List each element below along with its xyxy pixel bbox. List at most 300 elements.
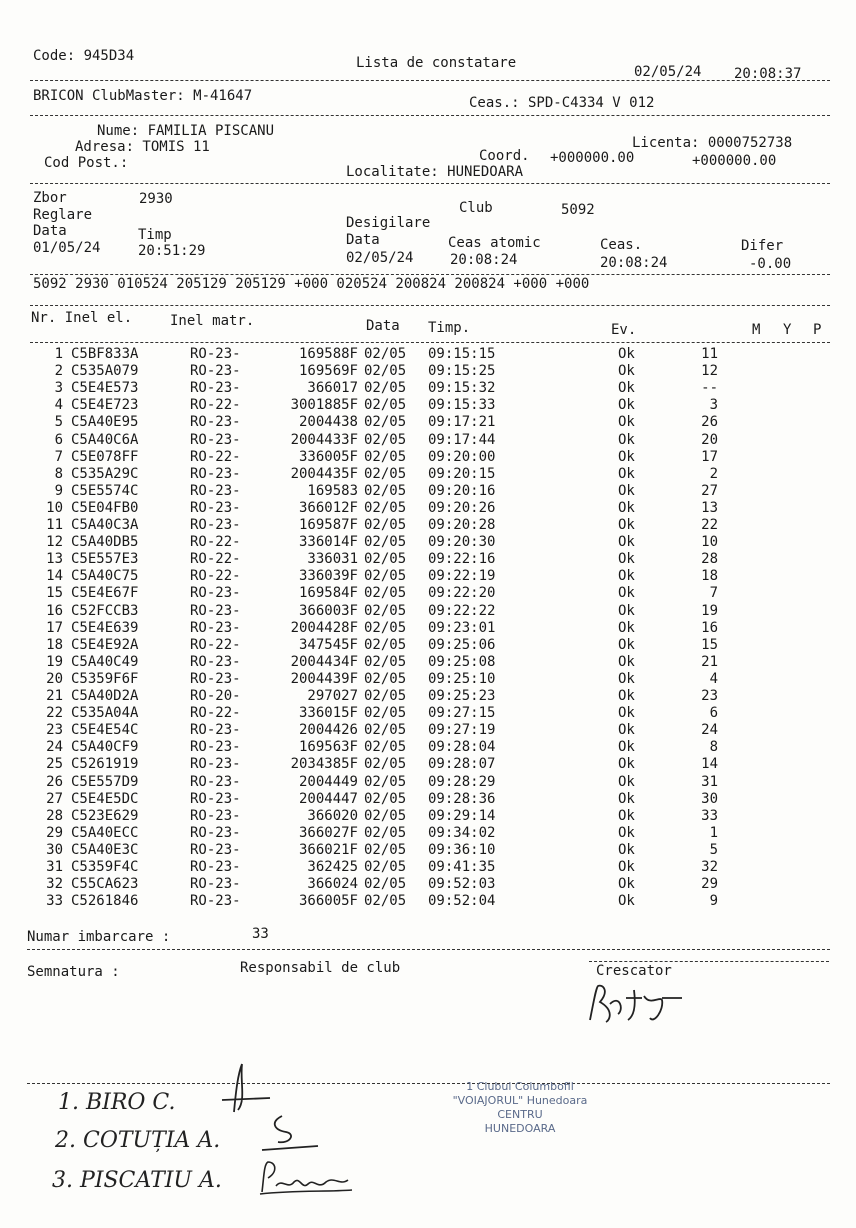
table-row xyxy=(0,808,856,825)
position: -- xyxy=(701,380,718,397)
divider xyxy=(27,949,830,950)
arrival-time: 09:25:10 xyxy=(428,670,496,687)
table-row xyxy=(0,603,856,620)
signer-1-signature xyxy=(212,1060,282,1120)
ring-matriculation: 366012F xyxy=(298,499,358,516)
event-status: Ok xyxy=(618,363,635,380)
ring-electronic: C5261919 xyxy=(71,756,139,773)
ring-series: RO-23- xyxy=(190,380,241,397)
ring-matriculation: 366020 xyxy=(307,807,358,824)
arrival-date: 02/05 xyxy=(364,517,407,533)
arrival-date: 02/05 xyxy=(364,756,407,773)
event-status: Ok xyxy=(618,397,635,414)
event-status: Ok xyxy=(618,841,635,858)
event-status: Ok xyxy=(618,773,635,790)
table-row xyxy=(0,637,856,654)
ring-matriculation: 362425 xyxy=(307,859,358,875)
ceas-time: 20:08:24 xyxy=(600,255,668,271)
ring-matriculation: 366021F xyxy=(298,841,358,858)
row-number: 9 xyxy=(54,482,63,499)
event-status: Ok xyxy=(618,482,635,499)
position: 8 xyxy=(709,739,718,756)
ring-series: RO-23- xyxy=(190,482,241,499)
license: Licenta: 0000752738 xyxy=(632,135,793,151)
event-status: Ok xyxy=(618,465,635,482)
ring-series: RO-23- xyxy=(190,619,241,636)
table-row xyxy=(0,774,856,791)
arrival-date: 02/05 xyxy=(364,841,407,858)
event-status: Ok xyxy=(618,893,635,910)
position: 33 xyxy=(701,807,718,824)
difer-value: -0.00 xyxy=(749,256,792,272)
event-status: Ok xyxy=(618,568,635,585)
arrival-date: 02/05 xyxy=(364,499,407,516)
position: 20 xyxy=(701,431,718,448)
arrival-time: 09:28:36 xyxy=(428,790,496,807)
col-header-p: P xyxy=(813,322,822,338)
signer-3-signature xyxy=(256,1156,356,1201)
arrival-date: 02/05 xyxy=(364,859,407,875)
col-header-y: Y xyxy=(783,322,792,338)
ring-matriculation: 336005F xyxy=(298,448,358,465)
table-row xyxy=(0,705,856,722)
col-header-nr: Nr. Inel el. xyxy=(31,310,133,326)
ring-matriculation: 366005F xyxy=(298,893,358,910)
table-row xyxy=(0,893,856,910)
table-row xyxy=(0,466,856,483)
ring-electronic: C5E4E723 xyxy=(71,397,139,414)
ring-series: RO-22- xyxy=(190,397,241,414)
position: 6 xyxy=(709,705,718,722)
ring-series: RO-23- xyxy=(190,807,241,824)
event-status: Ok xyxy=(618,670,635,687)
ring-matriculation: 336015F xyxy=(298,705,358,722)
ring-electronic: C5E04FB0 xyxy=(71,499,139,516)
ring-electronic: C5E557D9 xyxy=(71,773,139,790)
document-title: Lista de constatare xyxy=(356,55,517,71)
table-row xyxy=(0,791,856,808)
arrival-date: 02/05 xyxy=(364,773,407,790)
arrival-date: 02/05 xyxy=(364,363,407,380)
ring-electronic: C5E5574C xyxy=(71,482,139,499)
position: 19 xyxy=(701,602,718,619)
ring-series: RO-23- xyxy=(190,739,241,756)
event-status: Ok xyxy=(618,807,635,824)
ring-series: RO-23- xyxy=(190,893,241,910)
club-value: 5092 xyxy=(561,202,595,218)
divider xyxy=(30,274,830,275)
row-number: 18 xyxy=(46,636,63,653)
ring-matriculation: 169563F xyxy=(298,739,358,756)
arrival-time: 09:25:23 xyxy=(428,688,496,704)
divider xyxy=(589,961,829,962)
table-row xyxy=(0,688,856,705)
ring-electronic: C535A079 xyxy=(71,363,139,380)
ring-electronic: C5BF833A xyxy=(71,346,139,362)
arrival-date: 02/05 xyxy=(364,876,407,893)
ring-series: RO-23- xyxy=(190,431,241,448)
event-status: Ok xyxy=(618,688,635,704)
ring-matriculation: 169588F xyxy=(298,346,358,362)
event-status: Ok xyxy=(618,380,635,397)
position: 24 xyxy=(701,722,718,739)
position: 15 xyxy=(701,636,718,653)
col-header-m: M xyxy=(752,322,761,338)
row-number: 24 xyxy=(46,739,63,756)
ring-series: RO-23- xyxy=(190,414,241,431)
responsible-label: Responsabil de club xyxy=(240,960,401,976)
ring-matriculation: 2034385F xyxy=(290,756,358,773)
ring-electronic: C523E629 xyxy=(71,807,139,824)
ring-series: RO-23- xyxy=(190,602,241,619)
stamp-line: "VOIAJORUL" Hunedoara xyxy=(452,1094,588,1107)
position: 23 xyxy=(701,688,718,704)
ring-series: RO-23- xyxy=(190,517,241,533)
table-row xyxy=(0,620,856,637)
position: 32 xyxy=(701,859,718,875)
arrival-time: 09:22:19 xyxy=(428,568,496,585)
system-id: BRICON ClubMaster: M-41647 xyxy=(33,88,253,104)
ring-electronic: C52FCCB3 xyxy=(71,602,139,619)
arrival-date: 02/05 xyxy=(364,688,407,704)
event-status: Ok xyxy=(618,499,635,516)
event-status: Ok xyxy=(618,414,635,431)
ring-electronic: C5A40C49 xyxy=(71,653,139,670)
arrival-date: 02/05 xyxy=(364,893,407,910)
ring-series: RO-23- xyxy=(190,465,241,482)
arrival-date: 02/05 xyxy=(364,636,407,653)
ring-electronic: C5A40CF9 xyxy=(71,739,139,756)
ring-matriculation: 2004428F xyxy=(290,619,358,636)
arrival-time: 09:15:15 xyxy=(428,346,496,362)
arrival-date: 02/05 xyxy=(364,534,407,551)
col-header-timp: Timp. xyxy=(428,320,471,336)
event-status: Ok xyxy=(618,431,635,448)
position: 18 xyxy=(701,568,718,585)
arrival-time: 09:20:28 xyxy=(428,517,496,533)
breeder-label: Crescator xyxy=(596,963,672,979)
row-number: 29 xyxy=(46,824,63,841)
ring-electronic: C5E4E54C xyxy=(71,722,139,739)
ring-electronic: C535A29C xyxy=(71,465,139,482)
ring-electronic: C55CA623 xyxy=(71,876,139,893)
arrival-time: 09:15:25 xyxy=(428,363,496,380)
row-number: 19 xyxy=(46,653,63,670)
event-status: Ok xyxy=(618,739,635,756)
ring-matriculation: 336031 xyxy=(307,551,358,568)
position: 28 xyxy=(701,551,718,568)
arrival-date: 02/05 xyxy=(364,397,407,414)
arrival-time: 09:28:04 xyxy=(428,739,496,756)
arrival-time: 09:27:15 xyxy=(428,705,496,722)
position: 13 xyxy=(701,499,718,516)
ring-series: RO-22- xyxy=(190,705,241,722)
event-status: Ok xyxy=(618,705,635,722)
arrival-date: 02/05 xyxy=(364,602,407,619)
arrival-time: 09:17:21 xyxy=(428,414,496,431)
ring-electronic: C5A40C3A xyxy=(71,517,139,533)
ring-series: RO-23- xyxy=(190,756,241,773)
arrival-date: 02/05 xyxy=(364,653,407,670)
table-row xyxy=(0,363,856,380)
position: 30 xyxy=(701,790,718,807)
ring-series: RO-23- xyxy=(190,876,241,893)
arrival-time: 09:22:20 xyxy=(428,585,496,602)
row-number: 13 xyxy=(46,551,63,568)
ring-matriculation: 336039F xyxy=(298,568,358,585)
ring-series: RO-23- xyxy=(190,585,241,602)
ring-series: RO-22- xyxy=(190,551,241,568)
ring-matriculation: 169569F xyxy=(298,363,358,380)
ring-matriculation: 347545F xyxy=(298,636,358,653)
ring-series: RO-23- xyxy=(190,824,241,841)
coord-2: +000000.00 xyxy=(692,153,777,169)
row-number: 3 xyxy=(54,380,63,397)
row-number: 5 xyxy=(54,414,63,431)
boarding-label: Numar imbarcare : xyxy=(27,929,171,945)
zbor-label: Zbor xyxy=(33,190,67,206)
table-row xyxy=(0,568,856,585)
ring-series: RO-23- xyxy=(190,499,241,516)
header-date: 02/05/24 xyxy=(634,64,702,80)
table-row xyxy=(0,414,856,431)
table-row xyxy=(0,500,856,517)
ring-electronic: C5A40C6A xyxy=(71,431,139,448)
event-status: Ok xyxy=(618,602,635,619)
row-number: 22 xyxy=(46,705,63,722)
ring-series: RO-23- xyxy=(190,841,241,858)
table-row xyxy=(0,654,856,671)
ring-series: RO-22- xyxy=(190,636,241,653)
coord-1: +000000.00 xyxy=(550,150,635,166)
ring-matriculation: 366024 xyxy=(307,876,358,893)
signer-2-signature xyxy=(252,1112,322,1157)
boarding-count: 33 xyxy=(252,926,269,942)
ring-series: RO-22- xyxy=(190,448,241,465)
signer-2: 2. COTUȚIA A. xyxy=(55,1128,221,1153)
arrival-date: 02/05 xyxy=(364,448,407,465)
table-row xyxy=(0,397,856,414)
event-status: Ok xyxy=(618,876,635,893)
arrival-date: 02/05 xyxy=(364,346,407,362)
table-row xyxy=(0,346,856,363)
ring-electronic: C5E078FF xyxy=(71,448,139,465)
arrival-date: 02/05 xyxy=(364,568,407,585)
row-number: 17 xyxy=(46,619,63,636)
event-status: Ok xyxy=(618,551,635,568)
ring-electronic: C5E4E67F xyxy=(71,585,139,602)
arrival-time: 09:20:15 xyxy=(428,465,496,482)
arrival-time: 09:41:35 xyxy=(428,859,496,875)
table-row xyxy=(0,517,856,534)
table-row xyxy=(0,739,856,756)
arrival-date: 02/05 xyxy=(364,739,407,756)
arrival-date: 02/05 xyxy=(364,482,407,499)
owner-name: Nume: FAMILIA PISCANU xyxy=(97,123,275,139)
arrival-time: 09:52:03 xyxy=(428,876,496,893)
ring-series: RO-23- xyxy=(190,773,241,790)
arrival-time: 09:20:00 xyxy=(428,448,496,465)
row-number: 14 xyxy=(46,568,63,585)
event-status: Ok xyxy=(618,722,635,739)
clock-id: Ceas.: SPD-C4334 V 012 xyxy=(469,95,655,111)
divider xyxy=(30,115,830,116)
ceas-label: Ceas. xyxy=(600,237,643,253)
row-number: 28 xyxy=(46,807,63,824)
ring-series: RO-23- xyxy=(190,363,241,380)
table-row xyxy=(0,842,856,859)
table-row xyxy=(0,449,856,466)
breeder-signature xyxy=(580,980,700,1030)
row-number: 10 xyxy=(46,499,63,516)
table-row xyxy=(0,876,856,893)
event-status: Ok xyxy=(618,585,635,602)
arrival-time: 09:15:32 xyxy=(428,380,496,397)
divider xyxy=(30,80,830,81)
ring-series: RO-23- xyxy=(190,790,241,807)
ring-series: RO-23- xyxy=(190,653,241,670)
ring-electronic: C5359F4C xyxy=(71,859,139,875)
des-date: 02/05/24 xyxy=(346,250,414,266)
stamp-line: 1 Clubul Columbofil xyxy=(466,1080,574,1093)
ring-matriculation: 169587F xyxy=(298,517,358,533)
owner-address: Adresa: TOMIS 11 xyxy=(75,139,210,155)
arrival-time: 09:20:30 xyxy=(428,534,496,551)
des-data-label: Data xyxy=(346,232,380,248)
position: 14 xyxy=(701,756,718,773)
arrival-date: 02/05 xyxy=(364,380,407,397)
table-row xyxy=(0,585,856,602)
arrival-time: 09:29:14 xyxy=(428,807,496,824)
row-number: 12 xyxy=(46,534,63,551)
row-number: 23 xyxy=(46,722,63,739)
table-row xyxy=(0,671,856,688)
arrival-time: 09:20:26 xyxy=(428,499,496,516)
arrival-time: 09:25:08 xyxy=(428,653,496,670)
arrival-date: 02/05 xyxy=(364,722,407,739)
arrival-date: 02/05 xyxy=(364,807,407,824)
stamp-line: HUNEDOARA xyxy=(484,1122,556,1135)
ring-matriculation: 297027 xyxy=(307,688,358,704)
position: 16 xyxy=(701,619,718,636)
stamp-line: CENTRU xyxy=(497,1108,543,1121)
arrival-date: 02/05 xyxy=(364,414,407,431)
ring-electronic: C5A40E3C xyxy=(71,841,139,858)
event-status: Ok xyxy=(618,517,635,533)
arrival-time: 09:25:06 xyxy=(428,636,496,653)
position: 4 xyxy=(709,670,718,687)
ring-matriculation: 169583 xyxy=(307,482,358,499)
reg-date: 01/05/24 xyxy=(33,240,101,256)
ring-series: RO-23- xyxy=(190,670,241,687)
ring-series: RO-23- xyxy=(190,859,241,875)
signer-3: 3. PISCATIU A. xyxy=(52,1168,222,1193)
ring-matriculation: 169584F xyxy=(298,585,358,602)
position: 3 xyxy=(709,397,718,414)
ring-matriculation: 366027F xyxy=(298,824,358,841)
table-row xyxy=(0,380,856,397)
event-status: Ok xyxy=(618,448,635,465)
ring-series: RO-22- xyxy=(190,534,241,551)
position: 7 xyxy=(709,585,718,602)
ring-matriculation: 2004447 xyxy=(298,790,358,807)
row-number: 2 xyxy=(54,363,63,380)
position: 9 xyxy=(709,893,718,910)
row-number: 21 xyxy=(46,688,63,704)
divider xyxy=(30,342,830,343)
row-number: 8 xyxy=(54,465,63,482)
reg-data-label: Data xyxy=(33,223,67,239)
row-number: 11 xyxy=(46,517,63,533)
row-number: 16 xyxy=(46,602,63,619)
event-status: Ok xyxy=(618,824,635,841)
difer-label: Difer xyxy=(741,238,784,254)
ring-electronic: C5A40E95 xyxy=(71,414,139,431)
col-header-inel-matr: Inel matr. xyxy=(170,313,255,329)
zbor-value: 2930 xyxy=(139,191,173,207)
arrival-date: 02/05 xyxy=(364,431,407,448)
arrival-date: 02/05 xyxy=(364,585,407,602)
ring-matriculation: 366017 xyxy=(307,380,358,397)
position: 10 xyxy=(701,534,718,551)
arrival-time: 09:27:19 xyxy=(428,722,496,739)
position: 1 xyxy=(709,824,718,841)
desigilare-label: Desigilare xyxy=(346,215,431,231)
row-number: 4 xyxy=(54,397,63,414)
arrival-date: 02/05 xyxy=(364,465,407,482)
position: 31 xyxy=(701,773,718,790)
event-status: Ok xyxy=(618,619,635,636)
ring-electronic: C5A40DB5 xyxy=(71,534,139,551)
row-number: 7 xyxy=(54,448,63,465)
arrival-time: 09:36:10 xyxy=(428,841,496,858)
ring-matriculation: 2004433F xyxy=(290,431,358,448)
row-number: 6 xyxy=(54,431,63,448)
position: 5 xyxy=(709,841,718,858)
arrival-time: 09:34:02 xyxy=(428,824,496,841)
position: 17 xyxy=(701,448,718,465)
ring-matriculation: 2004434F xyxy=(290,653,358,670)
col-header-ev: Ev. xyxy=(611,322,637,338)
ring-matriculation: 2004439F xyxy=(290,670,358,687)
locality: Localitate: HUNEDOARA xyxy=(346,164,524,180)
summary-line: 5092 2930 010524 205129 205129 +000 020524 200824 200824 +000 +000 xyxy=(33,276,590,292)
signature-label: Semnatura : xyxy=(27,964,120,980)
table-row xyxy=(0,859,856,876)
arrival-date: 02/05 xyxy=(364,824,407,841)
position: 11 xyxy=(701,346,718,362)
row-number: 33 xyxy=(46,893,63,910)
event-status: Ok xyxy=(618,756,635,773)
atomic-label: Ceas atomic xyxy=(448,235,541,251)
arrival-date: 02/05 xyxy=(364,551,407,568)
postal-code: Cod Post.: xyxy=(44,155,129,171)
row-number: 1 xyxy=(54,346,63,362)
ring-series: RO-20- xyxy=(190,688,241,704)
event-status: Ok xyxy=(618,534,635,551)
position: 21 xyxy=(701,653,718,670)
ring-electronic: C5A40D2A xyxy=(71,688,139,704)
table-row xyxy=(0,534,856,551)
reg-time: 20:51:29 xyxy=(138,243,206,259)
arrival-time: 09:15:33 xyxy=(428,397,496,414)
row-number: 31 xyxy=(46,859,63,875)
ring-electronic: C5E4E5DC xyxy=(71,790,139,807)
ring-matriculation: 336014F xyxy=(298,534,358,551)
row-number: 25 xyxy=(46,756,63,773)
event-status: Ok xyxy=(618,790,635,807)
ring-electronic: C5359F6F xyxy=(71,670,139,687)
